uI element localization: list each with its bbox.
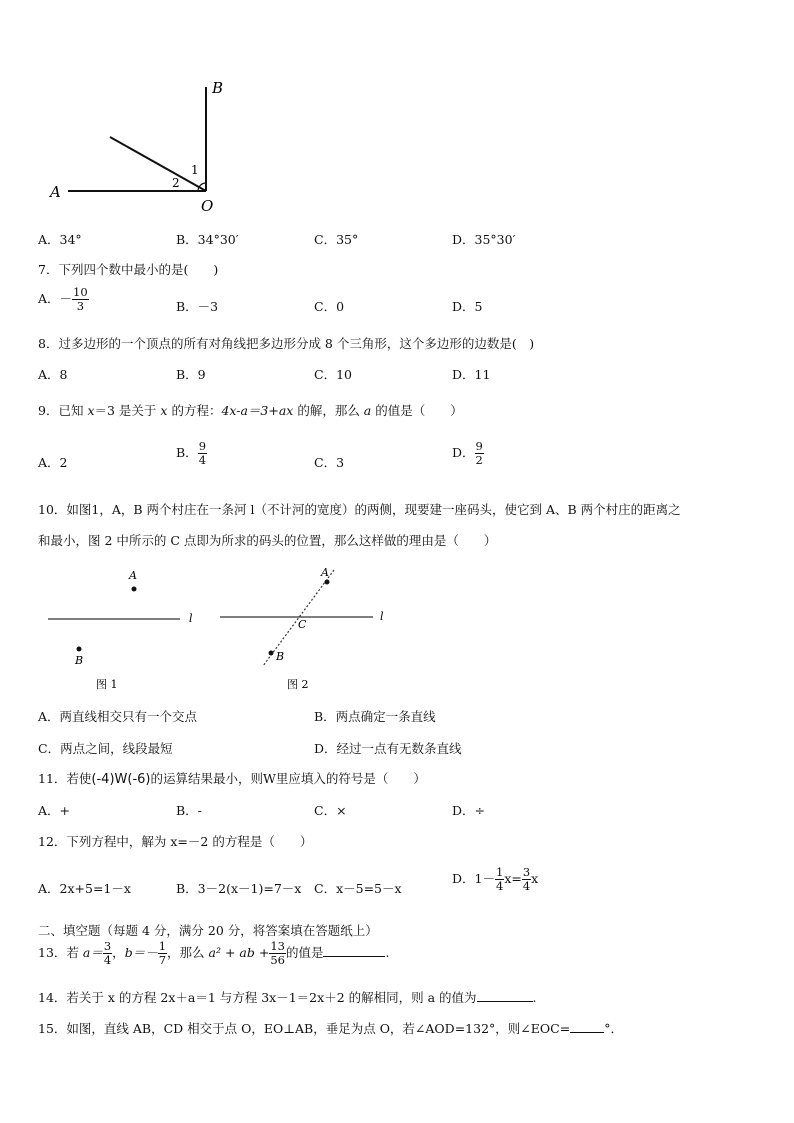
q12-d-den1: 4 (495, 879, 504, 893)
q13-c-fraction (269, 940, 286, 967)
q11-option-a[interactable]: A．+ (38, 803, 71, 818)
label-2: 2 (172, 176, 180, 190)
q9-stem-1: 9．已知 (38, 403, 88, 418)
q9-option-d[interactable] (452, 440, 484, 467)
q9-option-a[interactable]: A．2 (38, 455, 68, 470)
q10-figure-2 (216, 562, 396, 694)
q11-expression: (-4)W(-6) (91, 772, 151, 787)
q12-stem: 12．下列方程中，解为 x=－2 的方程是（ ） (38, 834, 313, 849)
q13-prefix: 13．若 (38, 945, 83, 960)
q13-end: . (385, 945, 390, 960)
q8-option-b[interactable]: B．9 (176, 367, 206, 382)
q7-option-c[interactable]: C．0 (314, 299, 345, 314)
q12-d-num1: 1 (495, 865, 504, 879)
q15-answer-blank[interactable] (570, 1032, 604, 1033)
q9-stem-3: 的方程： (167, 403, 222, 418)
q13-b-fraction (158, 940, 167, 967)
section-2-heading: 二、填空题（每题 4 分，满分 20 分，将答案填在答题纸上） (38, 923, 378, 938)
q6-option-a[interactable]: A．34° (38, 232, 82, 247)
q12-d-den2: 4 (522, 879, 531, 893)
q7-a-prefix: A．－ (38, 291, 73, 306)
fig2-point-B (269, 651, 274, 656)
q9-var-x: x (87, 403, 95, 418)
fig1-label-A: A (129, 569, 137, 582)
q9-stem-2: ＝3 是关于 (94, 403, 161, 418)
q7-option-a[interactable] (38, 286, 89, 313)
q13-suffix: 的值是 (285, 945, 324, 960)
q14-stem (38, 988, 537, 1006)
q15-end: °． (604, 1021, 623, 1036)
q9-d-denominator: 2 (475, 453, 483, 467)
q8-option-d[interactable]: D．11 (452, 367, 491, 382)
q14-answer-blank[interactable] (477, 1001, 533, 1002)
q10-figure-1 (40, 562, 210, 694)
q15-text: 15．如图，直线 AB，CD 相交于点 O，EO⊥AB，垂足为点 O，若∠AOD=132°，则∠EOC= (38, 1021, 571, 1036)
q14-end: . (532, 990, 537, 1005)
fig2-label-B: B (276, 650, 285, 663)
q13-b-eq: b＝－ (124, 945, 158, 960)
q9-var-x2: x (160, 403, 168, 418)
q14-text: 14．若关于 x 的方程 2x＋a＝1 与方程 3x－1＝2x＋2 的解相同，则 a 的值为 (38, 990, 477, 1005)
q13-mid: ，那么 (167, 945, 209, 960)
label-B: B (212, 79, 224, 97)
q12-d-fraction-1 (495, 866, 504, 893)
q7-a-denominator: 3 (76, 299, 85, 313)
q13-c-num: 13 (270, 939, 285, 953)
q8-option-c[interactable]: C．10 (314, 367, 352, 382)
q13-expression: a² + ab + (208, 945, 270, 960)
q7-option-b[interactable]: B．－3 (176, 299, 219, 314)
q12-option-d[interactable] (452, 866, 538, 893)
q10-stem-line1: 10．如图1，A，B 两个村庄在一条河 l（不计河的宽度）的两侧，现要建一座码头，使它到 A、B 两个村庄的距离之 (38, 502, 681, 517)
q12-d-num2: 3 (522, 865, 531, 879)
label-O: O (201, 197, 214, 215)
q11-stem-1: 11．若使 (38, 771, 92, 786)
q12-option-a[interactable]: A．2x+5=1－x (38, 881, 131, 896)
q9-var-a: a (363, 403, 372, 418)
q13-c-den: 56 (270, 953, 285, 967)
q7-a-numerator: 10 (73, 285, 88, 299)
q9-stem (38, 401, 463, 419)
angle-figure (40, 75, 240, 215)
q13-stem (38, 940, 389, 967)
fig1-point-A (132, 587, 137, 592)
q10-option-d[interactable]: D．经过一点有无数条直线 (314, 741, 462, 756)
q8-option-a[interactable]: A．8 (38, 367, 68, 382)
q8-stem: 8．过多边形的一个顶点的所有对角线把多边形分成 8 个三角形，这个多边形的边数是( ) (38, 336, 535, 351)
q9-b-prefix: B． (176, 445, 198, 460)
q13-a-fraction (103, 940, 112, 967)
fig2-label-l: l (380, 610, 384, 623)
q13-a-eq: a＝ (82, 945, 103, 960)
q7-stem: 7．下列四个数中最小的是( ) (38, 262, 219, 277)
q12-option-c[interactable]: C．x－5=5－x (314, 881, 402, 896)
q11-stem-2: 的运算结果最小，则W里应填入的符号是（ ） (150, 771, 426, 786)
q9-b-fraction (198, 440, 207, 467)
fig1-point-B (77, 647, 82, 652)
q11-option-c[interactable]: C．× (314, 803, 347, 818)
fig2-point-A (325, 580, 330, 585)
q10-option-b[interactable]: B．两点确定一条直线 (314, 709, 436, 724)
q13-answer-blank[interactable] (323, 956, 385, 957)
q13-b-den: 7 (158, 953, 167, 967)
q10-option-c[interactable]: C．两点之间，线段最短 (38, 741, 173, 756)
q11-option-b[interactable]: B．- (176, 803, 202, 818)
label-A: A (50, 183, 61, 201)
q9-stem-5: 的值是（ ） (371, 403, 463, 418)
q12-option-b[interactable]: B．3－2(x－1)=7－x (176, 881, 302, 896)
q7-a-fraction (72, 286, 89, 313)
q9-b-denominator: 4 (198, 453, 207, 467)
q13-a-den: 4 (103, 953, 112, 967)
fig2-label-A: A (321, 566, 329, 579)
q13-sep: ， (112, 945, 125, 960)
q15-stem (38, 1019, 623, 1037)
q10-stem-line2: 和最小，图 2 中所示的 C 点即为所求的码头的位置，那么这样做的理由是（ ） (38, 533, 497, 548)
q13-b-num: 1 (158, 939, 167, 953)
q12-d-suffix: x (531, 871, 539, 886)
q9-d-prefix: D． (452, 445, 475, 460)
q6-option-d[interactable]: D．35°30′ (452, 232, 516, 247)
q13-a-num: 3 (103, 939, 112, 953)
q9-option-b[interactable] (176, 440, 207, 467)
q12-d-prefix: D．1－ (452, 871, 495, 886)
q11-stem (38, 769, 426, 787)
label-1: 1 (191, 163, 199, 177)
q12-d-fraction-2 (522, 866, 531, 893)
fig1-label-l: l (189, 612, 193, 625)
q11-option-d[interactable]: D．÷ (452, 803, 485, 818)
q9-d-numerator: 9 (475, 439, 483, 453)
q6-option-c[interactable]: C．35° (314, 232, 359, 247)
q12-d-mid: x= (504, 871, 522, 886)
q9-b-numerator: 9 (198, 439, 207, 453)
q10-option-a[interactable]: A．两直线相交只有一个交点 (38, 709, 198, 724)
q9-equation: 4x-a＝3+ax (221, 403, 294, 418)
q6-option-b[interactable]: B．34°30′ (176, 232, 239, 247)
q9-option-c[interactable]: C．3 (314, 455, 345, 470)
q9-stem-4: 的解，那么 (293, 403, 364, 418)
fig1-label-B: B (75, 654, 84, 667)
q7-option-d[interactable]: D．5 (452, 299, 483, 314)
fig2-label-C: C (298, 618, 307, 631)
q9-d-fraction (475, 440, 484, 467)
fig1-caption: 图 1 (96, 678, 118, 691)
fig2-caption: 图 2 (287, 678, 309, 691)
